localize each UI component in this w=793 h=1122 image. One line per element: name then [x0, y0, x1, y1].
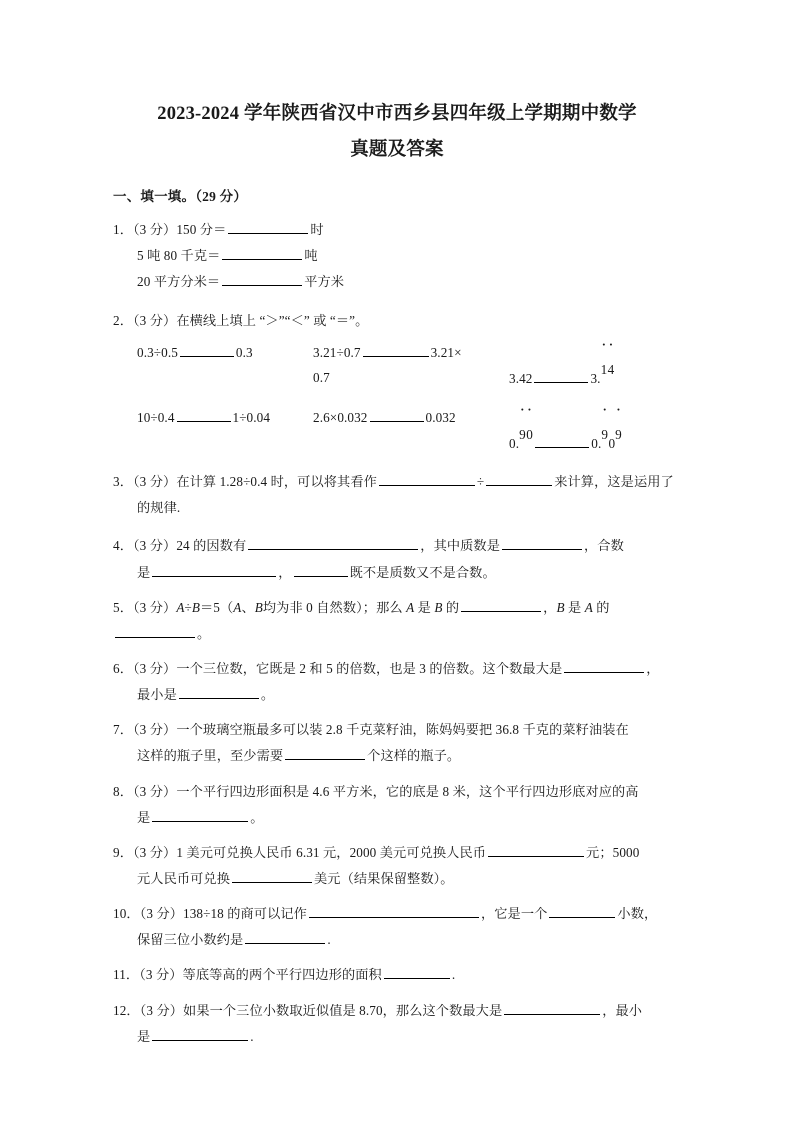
- title-line-2: 真题及答案: [350, 140, 444, 161]
- q2-r1-c3-left: 3.42: [509, 370, 533, 386]
- question-3-line-2: 的规律.: [137, 500, 181, 516]
- q6-line2-tail: 。: [260, 687, 275, 703]
- q5-mid: ，: [543, 599, 557, 615]
- q2-r2-c1-right: 1÷0.04: [232, 410, 271, 426]
- q3-blank-2[interactable]: [486, 472, 552, 486]
- q2-r1-c3-inner: [509, 361, 699, 392]
- q3-tail: 来计算，这是运用了: [554, 474, 674, 490]
- q8-line2-prefix: 是: [137, 809, 151, 825]
- q9-blank-2[interactable]: [232, 869, 312, 883]
- q4-lead: 4．（3 分）24 的因数有: [113, 538, 247, 554]
- q9-lead: 9．（3 分）1 美元可兑换人民币 6.31 元，2000 美元可兑换人民币: [113, 844, 487, 860]
- q3-lead: 3．（3 分）在计算 1.28÷0.4 时，可以将其看作: [113, 474, 377, 490]
- q2-r1-c2: [313, 340, 509, 391]
- q9-line2-prefix: 元人民币可兑换: [137, 870, 231, 886]
- q5-lead-g: 的: [592, 599, 610, 615]
- q2-r2-c3-left-int: 0.: [509, 436, 520, 452]
- q5-sep: 、: [241, 599, 255, 615]
- q4-blank-4[interactable]: [294, 562, 348, 576]
- question-4-line-1: [113, 533, 681, 559]
- q1-unit-1: 时: [310, 222, 324, 238]
- question-11-line-1: [113, 962, 681, 988]
- question-5-line-1: [113, 595, 681, 647]
- q5-tail: 。: [197, 625, 211, 641]
- q2-r2-c1-left: 10÷0.4: [137, 410, 175, 426]
- page-sheet: [113, 0, 681, 1050]
- q10-lead: 10．（3 分）138÷18 的商可以记作: [113, 906, 307, 922]
- q2-r2-c3-inner: [509, 427, 699, 457]
- q5-var-a3: A: [406, 599, 415, 615]
- repeating-decimal-090: [519, 427, 534, 457]
- q2-rep3-digit-9b: · 9: [615, 422, 622, 448]
- q2-rep-digit-1: · 1: [601, 357, 608, 383]
- question-12: [113, 998, 681, 1050]
- question-10-line-1: [113, 901, 681, 927]
- repeating-decimal-0909: [601, 427, 623, 457]
- q10-mid-1: ，它是一个: [480, 906, 548, 922]
- question-1-line-2: [113, 243, 681, 269]
- q4-line2-prefix: 是: [137, 564, 151, 580]
- q3-mid: ÷: [476, 474, 485, 490]
- q2-rep2-digit-0: · 0: [526, 422, 533, 448]
- q7-line2-tail: 个这样的瓶子。: [367, 748, 461, 764]
- q2-blank-4[interactable]: [177, 408, 231, 422]
- question-3: [113, 469, 681, 521]
- q2-r2-c3-right-int: 0.: [591, 436, 602, 452]
- q9-blank-1[interactable]: [488, 843, 584, 857]
- q4-mid-1: ，其中质数是: [420, 538, 501, 554]
- q2-row-2: [137, 405, 681, 457]
- q2-r2-c1: [137, 405, 313, 431]
- q4-line2-tail: 既不是质数又不是合数。: [349, 564, 496, 580]
- question-8-line-1: 8．（3 分）一个平行四边形面积是 4.6 平方米，它的底是 8 米，这个平行四边形底对应的高: [113, 783, 639, 799]
- q2-lead: 2．（3 分）在横线上填上 “＞”“＜” 或 “＝”。: [113, 312, 369, 328]
- question-4: [113, 533, 681, 585]
- question-7-line-2: [113, 743, 681, 769]
- question-8: [113, 779, 681, 831]
- q6-lead: 6．（3 分）一个三位数，它既是 2 和 5 的倍数，也是 3 的倍数。这个数最大是: [113, 661, 563, 676]
- question-1-line-3: [113, 269, 681, 295]
- q6-blank-1[interactable]: [564, 659, 644, 673]
- q2-rep2-digit-9: · 9: [519, 422, 526, 448]
- page-title: [113, 96, 681, 168]
- q8-line2-tail: 。: [250, 809, 264, 825]
- q4-blank-1[interactable]: [248, 536, 418, 550]
- q7-line2-prefix: 这样的瓶子里，至少需要: [137, 748, 284, 764]
- q11-blank-1[interactable]: [384, 965, 450, 979]
- question-8-line-2: [113, 805, 681, 831]
- q5-var-b4: B: [556, 599, 565, 615]
- q5-var-b3: B: [434, 599, 443, 615]
- question-6-line-2: [113, 682, 681, 708]
- q1-lead: 1．（3 分）150 分＝: [113, 222, 227, 238]
- question-4-line-2: [113, 560, 681, 586]
- q12-blank-2[interactable]: [152, 1027, 248, 1041]
- q1-blank-2[interactable]: [222, 246, 302, 260]
- q5-lead-f: 是: [564, 599, 585, 615]
- q2-r2-c2-right: 0.032: [425, 410, 456, 426]
- q2-blank-1[interactable]: [180, 343, 234, 357]
- q2-blank-3[interactable]: [534, 369, 588, 383]
- question-9: [113, 840, 681, 892]
- q6-blank-2[interactable]: [179, 685, 259, 699]
- q2-r1-c2-left: 3.21÷0.7: [313, 344, 361, 360]
- q5-lead-e: 的: [442, 599, 460, 615]
- question-3-line-1: [113, 469, 681, 495]
- q6-line2-prefix: 最小是: [137, 687, 177, 703]
- q2-r2-c2: [313, 405, 509, 431]
- q5-lead-a: 5．（3 分）: [113, 599, 177, 615]
- q5-var-a4: A: [584, 599, 593, 615]
- question-9-line-1: [113, 840, 681, 866]
- q5-blank-1[interactable]: [461, 598, 541, 612]
- title-line-1: 2023-2024 学年陕西省汉中市西乡县四年级上学期期中数学: [157, 104, 637, 124]
- q1-blank-3[interactable]: [222, 272, 302, 286]
- q12-line2-tail: .: [250, 1028, 254, 1044]
- question-9-line-2: [113, 866, 681, 892]
- q5-var-b2: B: [254, 599, 263, 615]
- q4-mid-2: ，合数: [584, 538, 624, 554]
- q12-line2-prefix: 是: [137, 1028, 151, 1044]
- question-12-line-2: [113, 1024, 681, 1050]
- q5-blank-2[interactable]: [115, 624, 195, 638]
- question-5: [113, 595, 681, 647]
- q2-r1-c1: [137, 340, 313, 366]
- q10-blank-2[interactable]: [549, 904, 615, 918]
- q1-unit-3: 平方米: [304, 274, 345, 290]
- q2-r1-c1-right: 0.3: [235, 344, 253, 360]
- q12-lead: 12．（3 分）如果一个三位小数取近似值是 8.70，那么这个数最大是: [113, 1002, 503, 1018]
- q2-rep3-digit-0: 0: [608, 436, 616, 452]
- q9-mid: 元；5000: [586, 844, 640, 860]
- q4-blank-3[interactable]: [152, 562, 276, 576]
- q2-r2-c3: [509, 405, 699, 457]
- q11-tail: .: [451, 967, 456, 983]
- q2-r1-c3-right-int: 3.: [590, 370, 601, 386]
- question-2: [113, 308, 681, 458]
- question-7: [113, 717, 681, 769]
- q10-blank-3[interactable]: [245, 930, 325, 944]
- question-12-line-1: [113, 998, 681, 1024]
- q1-line2-prefix: 5 吨 80 千克＝: [137, 248, 221, 264]
- q11-lead: 11．（3 分）等底等高的两个平行四边形的面积: [113, 967, 382, 983]
- q10-mid-2: 小数，: [617, 906, 658, 922]
- q2-blank-6[interactable]: [535, 434, 589, 448]
- q12-mid: ，最小: [602, 1002, 643, 1018]
- q1-unit-2: 吨: [304, 248, 318, 264]
- question-7-line-1: 7．（3 分）一个玻璃空瓶最多可以装 2.8 千克菜籽油，陈妈妈要把 36.8 千克的菜籽油装在: [113, 722, 629, 738]
- q1-blank-1[interactable]: [228, 220, 308, 234]
- q12-blank-1[interactable]: [504, 1000, 600, 1014]
- q5-var-b: B: [191, 599, 200, 615]
- question-6-line-1: [113, 656, 681, 682]
- q2-blank-2[interactable]: [363, 343, 429, 357]
- q2-blank-5[interactable]: [370, 408, 424, 422]
- q2-rep-digit-4: · 4: [608, 357, 615, 383]
- q4-blank-2[interactable]: [502, 536, 582, 550]
- q5-lead-d: 是: [414, 599, 435, 615]
- q2-row-1: [137, 340, 681, 392]
- q6-mid: ，: [646, 661, 660, 676]
- q4-line2-mid: ，: [278, 564, 292, 580]
- q3-blank-1[interactable]: [379, 472, 475, 486]
- q2-r1-c3: [509, 340, 699, 392]
- q2-r1-c1-left: 0.3÷0.5: [137, 344, 178, 360]
- q2-comparison-grid: [113, 340, 681, 457]
- q2-r1-c2-sub: 0.7: [313, 370, 330, 386]
- q2-rep3-digit-9a: · 9: [601, 422, 608, 448]
- q2-r2-c2-left: 2.6×0.032: [313, 410, 368, 426]
- question-6: [113, 656, 681, 708]
- q5-op: ÷: [184, 599, 192, 615]
- repeating-decimal-314: [600, 361, 615, 392]
- q2-r1-c2-right: 3.21×: [430, 344, 462, 360]
- q8-blank-1[interactable]: [152, 808, 248, 822]
- q1-line3-prefix: 20 平方分米＝: [137, 274, 221, 290]
- question-10-line-2: [113, 927, 681, 953]
- question-1: [113, 217, 681, 295]
- q10-line2-prefix: 保留三位小数约是: [137, 932, 244, 948]
- q5-lead-b: ＝5（: [200, 599, 234, 615]
- q5-var-a2: A: [233, 599, 242, 615]
- question-1-line-1: [113, 217, 681, 243]
- q7-blank-1[interactable]: [285, 746, 365, 760]
- q10-line2-tail: .: [327, 932, 331, 948]
- question-11: [113, 962, 681, 988]
- q5-lead-c: 均为非 0 自然数）；那么: [262, 599, 407, 615]
- q5-var-a: A: [176, 599, 185, 615]
- question-10: [113, 901, 681, 953]
- section-heading: 一、填一填。（29 分）: [113, 189, 248, 205]
- q10-blank-1[interactable]: [309, 904, 479, 918]
- q9-line2-tail: 美元（结果保留整数）。: [314, 870, 454, 886]
